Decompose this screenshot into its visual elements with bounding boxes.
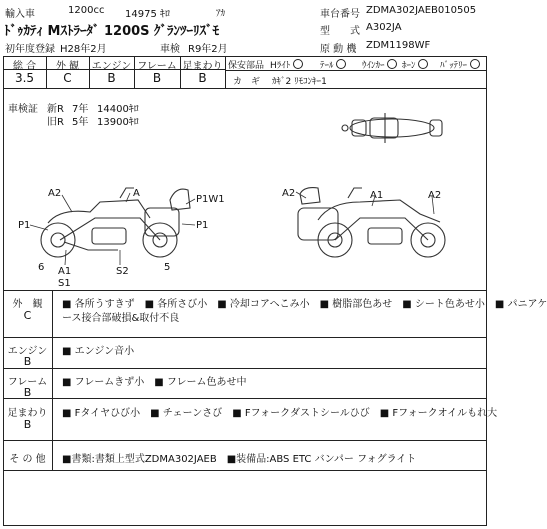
diagram-label: P1: [196, 220, 209, 231]
circle-icon: [293, 59, 303, 69]
inspection-new-years: 7年: [72, 104, 89, 115]
section-grade-frame: B: [23, 386, 32, 399]
inspection-new-km: 14400ｷﾛ: [97, 104, 139, 115]
inspection-new-label: 新R: [47, 104, 64, 115]
motorcycle-damage-diagram: [0, 90, 490, 290]
first-registration-label: 初年度登録: [5, 44, 55, 55]
diagram-label: A2: [428, 190, 442, 201]
section-text-exterior-2: ース接合部破損&取付不良: [62, 313, 180, 324]
chassis-label: 車台番号: [320, 9, 360, 20]
model-type-value: A302JA: [366, 22, 402, 33]
diagram-label: 6: [38, 262, 45, 273]
section-label-suspension: 足まわり: [7, 408, 48, 419]
inspection-old-km: 13900ｷﾛ: [97, 117, 139, 128]
grade-frame: B: [152, 71, 162, 85]
engine-model-value: ZDM1198WF: [366, 40, 431, 51]
diagram-label: A1: [370, 190, 384, 201]
section-grade-engine: B: [23, 355, 32, 368]
top-block-divider: [3, 88, 487, 89]
diagram-label: S1: [58, 278, 71, 289]
section-label-other: そ の 他: [9, 454, 46, 465]
grade-header-exterior: 外 観: [55, 61, 80, 72]
inspection-old-years: 5年: [72, 117, 89, 128]
diagram-label: 5: [164, 262, 171, 273]
inspection-old-label: 旧R: [47, 117, 64, 128]
diagram-label: P1: [18, 220, 31, 231]
section-text-engine: ■ エンジン音小: [62, 346, 135, 357]
import-label: 輸入車: [5, 9, 35, 20]
section-text-other: ■書類:書類上型式ZDMA302JAEB ■装備品:ABS ETC バンパー フォグライト: [62, 454, 417, 465]
grade-header-suspension: 足まわり: [182, 61, 223, 72]
body-color: ｱｶ: [216, 9, 226, 19]
equipment-title: 保安部品: [228, 61, 265, 71]
first-registration-value: H28年2月: [60, 44, 107, 55]
circle-icon: [387, 59, 397, 69]
section-text-exterior-1: ■ 各所うすきず ■ 各所さび小 ■ 冷却コアへこみ小 ■ 樹脂部色あせ ■ シート色あせ小 ■ パニアケ: [62, 299, 547, 310]
equip-winker: ｳｲﾝｶｰ: [362, 58, 397, 71]
mileage: 14975 ｷﾛ: [125, 9, 170, 20]
motorcycle-top-view-icon: [342, 113, 442, 143]
section-grade-suspension: B: [23, 418, 32, 431]
diagram-label: P1W1: [196, 194, 225, 205]
diagram-label: S2: [116, 266, 129, 277]
chassis-number: ZDMA302JAEB010505: [366, 5, 477, 16]
section-text-frame: ■ フレームきず小 ■ フレーム色あせ中: [62, 377, 247, 388]
equip-headlight: Hﾗｲﾄ: [270, 58, 303, 71]
diagram-label: A2: [282, 188, 296, 199]
grade-suspension: B: [198, 71, 207, 85]
motorcycle-left-side-icon: [41, 188, 190, 257]
grade-exterior: C: [63, 71, 72, 85]
inspection-label: 車検: [160, 44, 180, 55]
equip-horn: ﾎｰﾝ: [402, 58, 428, 71]
section-label-exterior: 外 観: [12, 299, 43, 310]
section-label-frame: フレーム: [7, 377, 48, 388]
grade-header-engine: エンジン: [91, 61, 132, 72]
circle-icon: [418, 59, 428, 69]
section-grade-exterior: C: [23, 309, 32, 322]
displacement: 1200cc: [68, 5, 105, 16]
grade-engine: B: [107, 71, 116, 85]
section-text-suspension: ■ Fタイヤひび小 ■ チェーンさび ■ Fフォークダストシールひび ■ Fフォークオイルもれ大: [62, 408, 498, 419]
grade-header-overall: 総 合: [12, 61, 37, 72]
circle-icon: [336, 59, 346, 69]
grade-overall: 3.5: [14, 71, 35, 85]
inspection-cert-label: 車検証: [8, 104, 38, 115]
section-label-engine: エンジン: [7, 346, 48, 357]
equip-battery: ﾊﾞｯﾃﾘｰ: [440, 58, 480, 71]
model-type-label: 型 式: [320, 26, 360, 37]
equip-tail: ﾃｰﾙ: [320, 58, 346, 71]
grade-header-frame: フレーム: [137, 61, 177, 72]
model-name: ﾄﾞｩｶﾃｨ Mｽﾄﾗｰﾀﾞ 1200S ｸﾞﾗﾝﾂｰﾘｽﾞﾓ: [4, 24, 220, 39]
diagram-label: A2: [48, 188, 62, 199]
inspection-value: R9年2月: [188, 44, 228, 55]
engine-model-label: 原 動 機: [320, 44, 357, 55]
diagram-label: A: [133, 188, 140, 199]
circle-icon: [470, 59, 480, 69]
keys-value: ｶｷﾞ2 ﾘﾓｺﾝｷｰ1: [272, 77, 327, 87]
diagram-label: A1: [58, 266, 72, 277]
keys-label: カ ギ: [233, 77, 261, 87]
